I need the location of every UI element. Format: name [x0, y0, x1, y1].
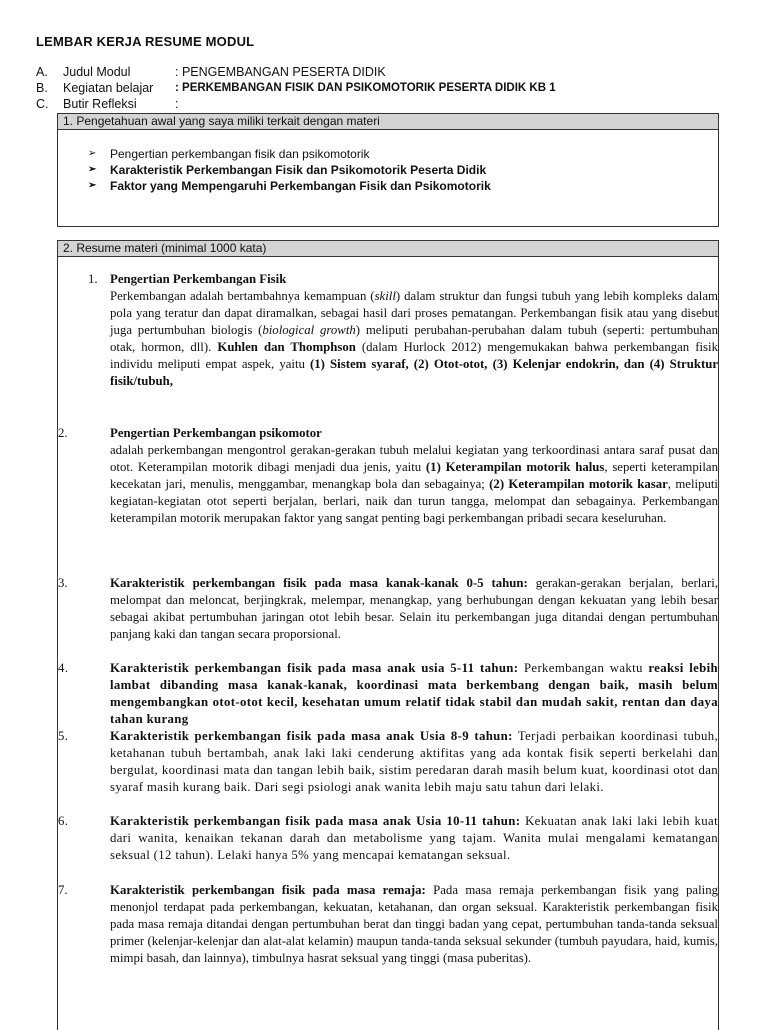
bullet-text: Faktor yang Mempengaruhi Perkembangan Fisik dan Psikomotorik [110, 179, 491, 193]
item-body [110, 271, 718, 390]
meta-label: Judul Modul [63, 65, 131, 79]
item-paragraph: Karakteristik perkembangan fisik pada masa anak usia 5-11 tahun: Perkembangan waktu reaksi lebih lambat dibanding masa kanak-kanak, koordinasi mata berkembang dengan baik, masih belum mengembangkan otot-otot kecil, kesehatan umum relatif tidak stabil dan mudah sakit, rentan dan daya tahan kurang [110, 661, 719, 726]
meta-letter: A. [36, 65, 48, 79]
item-body [110, 728, 718, 796]
meta-value: : [175, 97, 179, 111]
resume-item [58, 728, 718, 796]
item-body [110, 660, 718, 728]
meta-value: : PENGEMBANGAN PESERTA DIDIK [175, 65, 386, 79]
meta-letter: B. [36, 81, 48, 95]
item-body [110, 425, 718, 527]
meta-value: : PERKEMBANGAN FISIK DAN PSIKOMOTORIK PESERTA DIDIK KB 1 [175, 82, 556, 94]
resume-item [58, 882, 718, 967]
resume-item [88, 271, 718, 390]
resume-item [58, 575, 718, 643]
bullet-text: Pengertian perkembangan fisik dan psikomotorik [110, 147, 370, 161]
item-number: 5. [58, 729, 69, 743]
item-paragraph: Karakteristik perkembangan fisik pada masa kanak-kanak 0-5 tahun: gerakan-gerakan berjalan, berlari, melompat dan meloncat, berjingkrak, melempar, menangkap, yang berhubungan dengan kekuatan yang lebih besar sebagai akibat pertumbuhan jaringan otot lebih besar. Selain itu perkembangan juga ditandai dengan pertumbuhan panjang kaki dan tangan secara proporsional. [110, 576, 718, 641]
bullet-list [88, 146, 491, 194]
item-paragraph: Karakteristik perkembangan fisik pada masa anak Usia 10-11 tahun: Kekuatan anak laki laki lebih kuat dari wanita, kenaikan tekanan darah dan metabolisme yang tajam. Wanita mulai mengalami kematangan seksual (12 tahun). Lelaki hanya 5% yang mencapai kematangan seksual. [110, 814, 718, 862]
list-item [88, 178, 491, 194]
arrow-bullet-icon: ➢ [88, 148, 97, 159]
meta-label: Kegiatan belajar [63, 81, 154, 95]
page-title: LEMBAR KERJA RESUME MODUL [36, 34, 255, 49]
meta-label: Butir Refleksi [63, 97, 137, 111]
resume-item [58, 660, 718, 728]
item-number: 2. [58, 426, 68, 440]
item-paragraph: Perkembangan adalah bertambahnya kemampuan (skill) dalam struktur dan fungsi tubuh yang lebih kompleks dalam pola yang teratur dan dapat diramalkan, sebagai hasil dari proses pematangan. Perkembangan fisik atau yang disebut juga pertumbuhan biologis (biological growth) meliputi perubahan-perubahan dalam tubuh (seperti: pertumbuhan otak, hormon, dll). Kuhlen dan Thomphson (dalam Hurlock 2012) mengemukakan bahwa perkembangan fisik individu meliputi empat aspek, yaitu (1) Sistem syaraf, (2) Otot-otot, (3) Kelenjar endokrin, dan (4) Struktur fisik/tubuh, [110, 289, 718, 388]
item-number: 3. [58, 576, 68, 590]
item-heading: Pengertian Perkembangan psikomotor [110, 426, 322, 440]
item-body [110, 813, 718, 864]
section-header: 1. Pengetahuan awal yang saya miliki terkait dengan materi [58, 114, 718, 130]
item-paragraph: Karakteristik perkembangan fisik pada masa remaja: Pada masa remaja perkembangan fisik yang paling menonjol terdapat pada perkembangan, kekuatan, ketahanan, dan organ seksual. Karakteristik perkembangan fisik pada masa remaja ditandai dengan pertumbuhan berat dan tinggi badan yang cepat, pertumbuhan tanda-tanda seksual primer (kelenjar-kelenjar dan alat-alat kelamin) maupun tanda-tanda seksual sekunder (tumbuh payudara, haid, kumis, mimpi basah, dan lainnya), timbulnya hasrat seksual yang tinggi (masa puberitas). [110, 883, 718, 965]
item-number: 6. [58, 814, 69, 828]
section-header: 2. Resume materi (minimal 1000 kata) [58, 241, 718, 257]
resume-item [58, 425, 718, 527]
item-number: 7. [58, 883, 68, 897]
item-heading: Pengertian Perkembangan Fisik [110, 272, 287, 286]
arrow-bullet-icon: ➢ [88, 164, 97, 175]
arrow-bullet-icon: ➢ [88, 180, 97, 191]
bullet-text: Karakteristik Perkembangan Fisik dan Psikomotorik Peserta Didik [110, 163, 487, 177]
item-paragraph: Karakteristik perkembangan fisik pada masa anak Usia 8-9 tahun: Terjadi perbaikan koordinasi tubuh, ketahanan tubuh bertambah, anak laki laki cenderung aktifitas yang ada kontak fisik seperti berkelahi dan bergulat, koordinasi mata dan tangan lebih baik, sistim peredaran darah masih belum kuat, koordinasi otot dan syaraf masih kurang baik. Dari segi psiologi anak wanita lebih maju satu tahun dari lelaki. [110, 729, 718, 794]
resume-item [58, 813, 718, 864]
list-item [88, 146, 491, 162]
meta-letter: C. [36, 97, 49, 111]
item-number: 1. [88, 272, 98, 286]
list-item [88, 162, 491, 178]
item-body [110, 882, 718, 967]
item-body [110, 575, 718, 643]
section-prior-knowledge [57, 113, 719, 227]
item-paragraph: adalah perkembangan mengontrol gerakan-gerakan tubuh melalui kegiatan yang terkoordinasi antara saraf pusat dan otot. Keterampilan motorik dibagi menjadi dua jenis, yaitu (1) Keterampilan motorik halus, seperti keterampilan kecekatan jari, menulis, menggambar, menangkap bola dan sebagainya; (2) Keterampilan motorik kasar, meliputi kegiatan-kegiatan otot seperti berjalan, berlari, naik dan turun tangga, melompat dan sebagainya. Perkembangan keterampilan motorik merupakan faktor yang sangat penting bagi perkembangan pribadi secara keseluruhan. [110, 443, 718, 525]
item-number: 4. [58, 661, 69, 675]
